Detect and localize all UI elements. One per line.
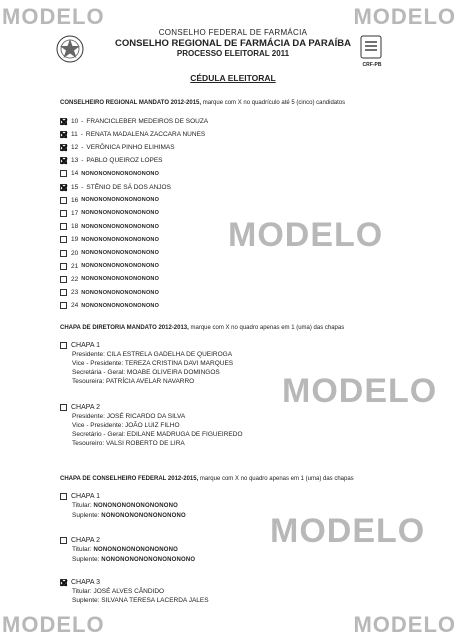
chapa-role-line [72,439,243,448]
candidate-checkbox[interactable] [60,223,67,230]
chapa-checkbox[interactable] [60,342,67,349]
chapa-checkbox[interactable] [60,537,67,544]
role-label: Presidente: [72,351,105,358]
chapa-title: CHAPA 3 [71,578,101,586]
role-person-name: NONONONONONONONONO [93,503,179,509]
candidate-row [60,248,159,258]
chapa-roles [72,412,243,448]
chapa-role-line [72,501,186,511]
chapa-role-line [72,421,243,430]
candidate-number: 13 [71,157,79,165]
watermark-middle-3: MODELO [270,512,426,550]
section2-heading [60,325,420,331]
candidate-row [60,235,159,245]
chapa-checkbox[interactable] [60,404,67,411]
candidate-name: NONONONONONONONONO [81,276,160,283]
candidate-number: 21 [71,262,79,270]
chapa-role-line [72,412,243,421]
role-label: Suplente: [72,597,100,604]
section3-heading-rest: marque com X no quadro apenas em 1 (uma) das chapas [198,476,354,482]
candidate-checkbox[interactable] [60,210,67,217]
chapa-title: CHAPA 2 [71,403,101,411]
role-person-name: JOSÉ RICARDO DA SILVA [106,413,186,420]
candidate-row [60,156,163,166]
candidate-separator: - [80,130,83,138]
chapa-role-line [72,377,233,386]
candidate-number: 10 [71,117,79,125]
chapa-title: CHAPA 1 [71,492,101,500]
candidate-name: NONONONONONONONONO [81,289,160,296]
candidate-row [60,274,159,284]
chapa-role-line [72,596,209,605]
candidate-checkbox[interactable] [60,289,67,296]
candidate-number: 19 [71,236,79,244]
role-person-name: NONONONONONONONONO [101,513,186,519]
candidate-number: 23 [71,289,79,297]
watermark-bottom-right: MODELO [353,612,456,637]
role-label: Secretário - Geral: [72,431,126,438]
candidate-name: NONONONONONONONONO [81,250,160,256]
candidate-checkbox[interactable] [60,250,67,257]
section2-heading-rest: marque com X no quadro apenas em 1 (uma) das chapas [188,325,345,331]
candidate-checkbox[interactable] [60,276,67,283]
candidate-number: 22 [71,275,79,283]
watermark-middle-2: MODELO [282,372,438,410]
section3-heading [60,476,420,482]
candidate-number: 18 [71,223,79,231]
chapa-role-line [72,359,233,368]
role-person-name: NONONONONONONONONO [93,547,179,553]
candidate-separator: - [81,157,84,165]
role-label: Titular: [72,588,92,595]
chapa-title-row [60,535,195,545]
candidate-name: VERÔNICA PINHO ELIHIMAS [86,143,175,151]
candidate-row [60,142,175,152]
chapa-title-row [60,402,243,412]
role-label: Suplente: [72,556,100,563]
chapa-checkbox[interactable] [60,493,67,500]
candidate-name: PABLO QUEIROZ LOPES [86,157,163,165]
chapa-role-line [72,368,233,377]
candidate-row [60,195,159,205]
candidate-checkbox[interactable] [60,144,67,151]
chapa-role-line [72,511,186,521]
candidate-checkbox[interactable] [60,157,67,164]
candidate-row [60,182,171,192]
candidate-name: NONONONONONONONONO [81,170,160,177]
role-label: Vice - Presidente: [72,422,124,429]
header-line-3: PROCESSO ELEITORAL 2011 [176,49,290,58]
chapa-role-line [72,545,195,555]
chapa-roles [72,350,233,386]
candidate-number: 15 [71,183,79,191]
candidate-separator: - [81,117,84,125]
candidate-checkbox[interactable] [60,302,67,309]
role-person-name: NONONONONONONONONONO [101,557,196,563]
role-label: Tesoureira: [72,378,105,385]
role-label: Secretária - Geral: [72,369,126,376]
chapa-title: CHAPA 2 [71,536,101,544]
candidate-number: 12 [71,143,79,151]
candidate-checkbox[interactable] [60,236,67,243]
candidate-name: NONONONONONONONONO [81,302,160,309]
candidate-row [60,208,159,218]
role-label: Titular: [72,502,92,509]
section1-heading-bold: CONSELHEIRO REGIONAL MANDATO 2012-2015, [60,100,202,106]
section1-heading [60,100,420,106]
role-person-name: JOÃO LUIZ FILHO [125,422,180,429]
candidate-number: 16 [71,196,79,204]
watermark-top-left: MODELO [2,4,105,29]
chapa-roles [72,545,195,565]
chapa-roles [72,587,209,605]
candidate-row [60,169,159,179]
header-line-2: CONSELHO REGIONAL DE FARMÁCIA DA PARAÍBA [115,38,351,49]
role-label: Tesoureiro: [72,440,105,447]
role-person-name: SILVANA TERESA LACERDA JALES [101,597,209,604]
chapa-role-line [72,555,195,565]
role-person-name: EDILANE MADRUGA DE FIGUEIREDO [126,431,243,438]
chapa-block [60,340,233,386]
candidate-checkbox[interactable] [60,197,67,204]
chapa-block [60,491,186,521]
role-person-name: MOABE OLIVEIRA DOMINGOS [126,369,220,376]
section1-heading-rest: marque com X no quadrículo até 5 (cinco) candidatos [201,100,346,106]
candidate-number: 20 [71,249,79,257]
section3-heading-bold: CHAPA DE CONSELHEIRO FEDERAL 2012-2015, [60,476,199,482]
role-person-name: TEREZA CRISTINA DAVI MARQUES [124,360,234,367]
candidate-name: NONONONONONONONONO [81,236,160,243]
chapa-role-line [72,587,209,596]
header-line-1: CONSELHO FEDERAL DE FARMÁCIA [158,28,308,37]
chapa-block [60,577,209,605]
candidate-name: NONONONONONONONONO [81,197,160,204]
watermark-bottom-left: MODELO [2,612,105,637]
section2-heading-bold: CHAPA DE DIRETORIA MANDATO 2012-2013, [60,325,189,331]
candidate-name: RENATA MADALENA ZACCARA NUNES [85,130,206,138]
chapa-title-row [60,577,209,587]
candidate-checkbox[interactable] [60,131,67,138]
role-person-name: VALSI ROBERTO DE LIRA [105,440,185,447]
candidate-row [60,288,159,298]
candidate-row [60,129,205,139]
candidate-row [60,261,159,271]
candidate-name: STÊNIO DE SÁ DOS ANJOS [86,183,171,191]
role-label: Suplente: [72,512,100,519]
chapa-block [60,402,243,448]
chapa-title: CHAPA 1 [71,341,101,349]
candidate-number: 11 [71,130,78,138]
crf-logo-text: CRF-PB [362,62,382,68]
document-header [0,28,466,59]
candidate-number: 17 [71,209,79,217]
chapa-roles [72,501,186,521]
candidate-name: NONONONONONONONONO [81,210,160,217]
candidate-row [60,301,159,311]
candidate-checkbox[interactable] [60,263,67,270]
role-label: Presidente: [72,413,105,420]
candidate-name: NONONONONONONONONO [81,263,160,270]
role-person-name: JOSÉ ALVES CÂNDIDO [93,588,165,595]
candidate-checkbox[interactable] [60,184,67,191]
candidate-checkbox[interactable] [60,118,67,125]
chapa-role-line [72,350,233,359]
role-person-name: CILA ESTRELA GADELHA DE QUEIROGA [106,351,233,358]
candidate-row [60,222,159,232]
candidate-separator: - [81,183,84,191]
candidate-separator: - [81,143,84,151]
ballot-title: CÉDULA ELEITORAL [190,73,276,83]
candidate-name: FRANCICLEBER MEDEIROS DE SOUZA [86,117,209,125]
chapa-checkbox[interactable] [60,579,67,586]
role-label: Vice - Presidente: [72,360,124,367]
candidate-name: NONONONONONONONONO [81,223,160,230]
chapa-title-row [60,491,186,501]
candidate-row [60,116,208,126]
watermark-top-right: MODELO [353,4,456,29]
candidate-number: 24 [71,302,79,310]
candidate-checkbox[interactable] [60,170,67,177]
chapa-title-row [60,340,233,350]
chapa-role-line [72,430,243,439]
role-label: Titular: [72,546,92,553]
candidate-number: 14 [71,170,79,178]
role-person-name: PATRÍCIA AVELAR NAVARRO [105,378,195,385]
chapa-block [60,535,195,565]
watermark-middle-1: MODELO [228,216,384,254]
